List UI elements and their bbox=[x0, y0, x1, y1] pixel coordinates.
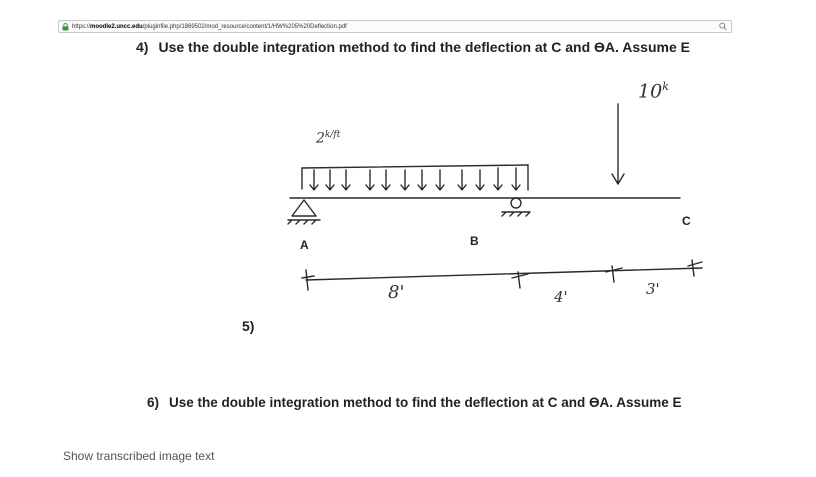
show-transcribed-link[interactable]: Show transcribed image text bbox=[63, 449, 215, 463]
support-a-label: A bbox=[300, 238, 309, 252]
dimension-load-c: 3' bbox=[646, 280, 660, 298]
support-a-pin bbox=[292, 200, 316, 216]
point-c-label: C bbox=[682, 214, 691, 228]
point-load-label bbox=[638, 80, 669, 102]
distributed-load-arrows bbox=[310, 168, 520, 190]
support-b-label: B bbox=[470, 234, 479, 248]
point-load-arrow bbox=[612, 104, 624, 184]
lock-icon bbox=[62, 23, 69, 31]
problem-6-statement bbox=[147, 392, 734, 414]
problem-6-number: 6) bbox=[147, 395, 160, 410]
distributed-load-top bbox=[302, 165, 528, 168]
url-text[interactable] bbox=[72, 22, 347, 32]
url-host: moodle2.uncc.edu bbox=[90, 24, 143, 30]
distributed-load-label bbox=[316, 130, 340, 147]
point-load-value: 10 bbox=[638, 80, 663, 103]
point-load-unit: k bbox=[662, 80, 669, 93]
search-icon[interactable] bbox=[719, 22, 727, 31]
beam-diagram bbox=[262, 62, 734, 317]
support-b-roller bbox=[511, 198, 521, 208]
problem-4-text: Use the double integration method to find the deflection at C and ϴA. Assume E bbox=[158, 39, 690, 55]
address-bar[interactable] bbox=[58, 20, 732, 33]
url-path: /pluginfile.php/1869502/mod_resource/content/1/HW%205%20Deflection.pdf bbox=[142, 24, 347, 30]
problem-5-number: 5) bbox=[242, 318, 255, 334]
distributed-load-value: 2 bbox=[316, 130, 325, 147]
dimension-b-load: 4' bbox=[554, 288, 568, 306]
problem-4-number: 4) bbox=[136, 39, 149, 55]
problem-6-text: Use the double integration method to find the deflection at C and ϴA. Assume E bbox=[169, 395, 682, 410]
dimension-ab: 8' bbox=[388, 282, 405, 303]
url-scheme: https:// bbox=[72, 24, 91, 30]
distributed-load-unit: k/ft bbox=[324, 130, 341, 140]
dimension-line bbox=[306, 268, 702, 280]
problem-4-statement bbox=[136, 36, 734, 58]
